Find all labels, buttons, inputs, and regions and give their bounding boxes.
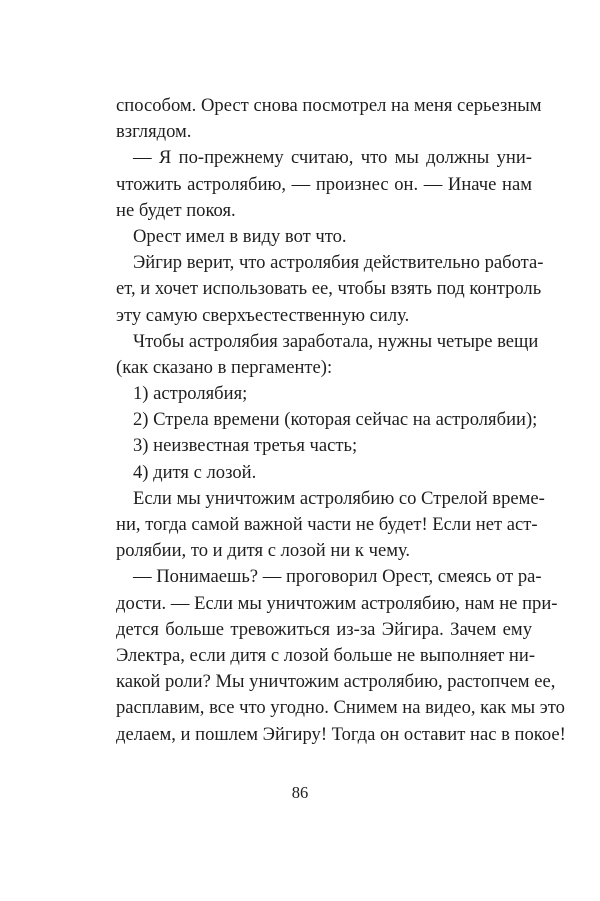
- body-text: [116, 93, 566, 748]
- list-item: 4) дитя с лозой.: [133, 461, 257, 483]
- text-line: — Понимаешь? — проговорил Орест, смеясь от ра-: [133, 566, 542, 588]
- text-line: ни, тогда самой важной части не будет! Если нет аст-: [116, 514, 538, 535]
- text-line: делаем, и пошлем Эйгиру! Тогда он оставит нас в покое!: [116, 723, 566, 745]
- text-line: Чтобы астролябия заработала, нужны четыре вещи: [133, 330, 539, 352]
- text-line: не будет покоя.: [116, 199, 236, 221]
- text-line: Электра, если дитя с лозой больше не выполняет ни-: [116, 644, 536, 666]
- list-item: 1) астролябия;: [133, 383, 248, 405]
- text-line: дости. — Если мы уничтожим астролябию, нам не при-: [116, 592, 558, 614]
- list-item: 3) неизвестная третья часть;: [133, 435, 358, 457]
- text-line: — Я по-прежнему считаю, что мы должны уни-: [133, 147, 532, 169]
- text-line: способом. Орест снова посмотрел на меня серьезным: [116, 95, 542, 116]
- page-number: 86: [291, 783, 309, 802]
- text-line: эту самую сверхъестественную силу.: [116, 304, 410, 326]
- text-line: Эйгир верит, что астролябия действительно работа-: [133, 252, 544, 274]
- list-item: 2) Стрела времени (которая сейчас на астролябии);: [133, 409, 538, 431]
- text-line: (как сказано в пергаменте):: [116, 356, 333, 378]
- text-line: ет, и хочет использовать ее, чтобы взять под контроль: [116, 278, 542, 300]
- text-line: чтожить астролябию, — произнес он. — Иначе нам: [116, 173, 532, 195]
- text-line: Если мы уничтожим астролябию со Стрелой време-: [133, 487, 545, 509]
- text-line: расплавим, все что угодно. Снимем на видео, как мы это: [116, 697, 565, 719]
- text-line: дется больше тревожиться из-за Эйгира. Зачем ему: [116, 618, 532, 640]
- text-line: ролябии, то и дитя с лозой ни к чему.: [116, 540, 411, 562]
- text-line: какой роли? Мы уничтожим астролябию, растопчем ее,: [116, 671, 556, 693]
- text-line: Орест имел в виду вот что.: [133, 225, 347, 247]
- text-line: взглядом.: [116, 121, 192, 143]
